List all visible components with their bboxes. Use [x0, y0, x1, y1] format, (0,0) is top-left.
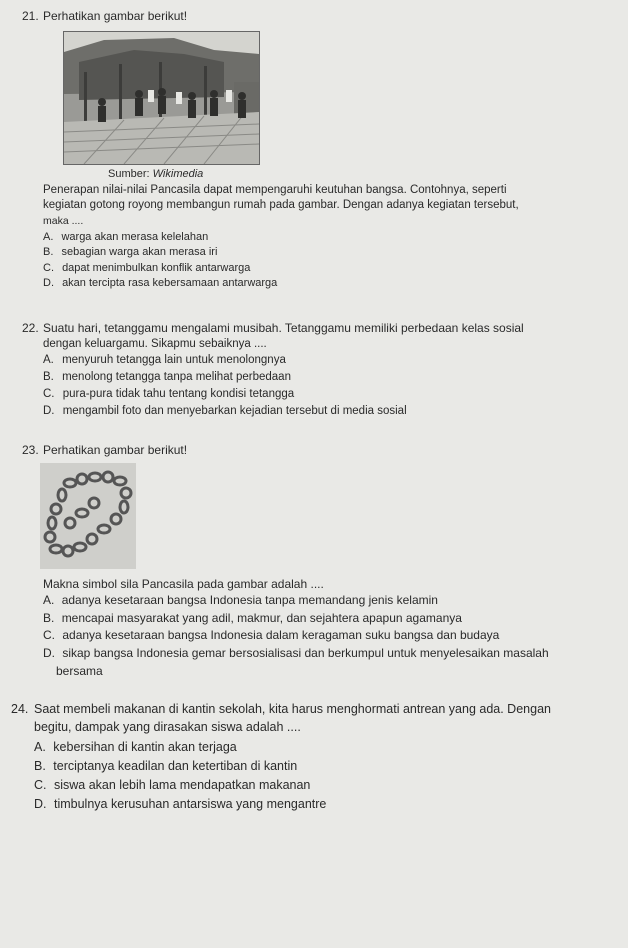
- option-text: siswa akan lebih lama mendapatkan makanan: [53, 778, 311, 792]
- q22-option-a[interactable]: [43, 353, 286, 367]
- option-letter: A.: [43, 231, 54, 243]
- q24-option-a[interactable]: [34, 740, 237, 754]
- option-text: adanya kesetaraan bangsa Indonesia dalam keragaman suku bangsa dan budaya: [62, 628, 500, 642]
- q24-option-d[interactable]: [34, 797, 326, 811]
- q23-option-d-continuation: bersama: [56, 664, 103, 678]
- q21-option-c[interactable]: [43, 261, 250, 275]
- option-letter: D.: [43, 646, 55, 660]
- option-text: menyuruh tetangga lain untuk menolongnya: [62, 354, 286, 366]
- option-text: pura-pura tidak tahu tentang kondisi tetangga: [62, 388, 295, 400]
- option-text: terciptanya keadilan dan ketertiban di kantin: [53, 759, 298, 773]
- option-text: mencapai masyarakat yang adil, makmur, dan sejahtera apapun agamanya: [61, 611, 462, 625]
- q21-image-caption: [108, 168, 203, 180]
- q23-number: 23.: [22, 443, 39, 457]
- option-letter: C.: [34, 778, 47, 792]
- q23-option-b[interactable]: [43, 611, 462, 625]
- option-letter: D.: [34, 797, 47, 811]
- option-letter: D.: [43, 405, 55, 417]
- q23-chain-symbol-image: [40, 463, 136, 569]
- q23-option-c[interactable]: [43, 628, 499, 642]
- caption-prefix: Sumber:: [108, 168, 153, 180]
- q21-option-d[interactable]: [43, 276, 277, 290]
- q24-option-c[interactable]: [34, 778, 310, 792]
- option-letter: C.: [43, 628, 55, 642]
- option-letter: C.: [43, 388, 55, 400]
- caption-source: Wikimedia: [152, 168, 204, 180]
- option-letter: D.: [43, 277, 54, 289]
- q21-option-a[interactable]: [43, 230, 208, 244]
- q24-number: 24.: [11, 702, 29, 716]
- q22-option-c[interactable]: [43, 387, 294, 401]
- q24-text-line: begitu, dampak yang dirasakan siswa adalah ....: [34, 720, 301, 734]
- option-text: warga akan merasa kelelahan: [61, 231, 209, 243]
- q24-option-b[interactable]: [34, 759, 297, 773]
- option-letter: A.: [43, 593, 55, 607]
- option-text: menolong tetangga tanpa melihat perbedaan: [62, 371, 291, 383]
- q22-number: 22.: [22, 321, 39, 335]
- option-text: timbulnya kerusuhan antarsiswa yang mengantre: [53, 797, 327, 811]
- option-text: sebagian warga akan merasa iri: [61, 246, 218, 258]
- q21-option-b[interactable]: [43, 245, 217, 259]
- option-letter: A.: [34, 740, 46, 754]
- option-text: sikap bangsa Indonesia gemar bersosialisasi dan berkumpul untuk menyelesaikan masalah: [62, 646, 549, 660]
- q21-text-line: maka ....: [43, 215, 84, 227]
- q22-option-b[interactable]: [43, 370, 291, 384]
- q22-text-line: dengan keluargamu. Sikapmu sebaiknya ....: [43, 338, 267, 350]
- option-letter: B.: [43, 371, 54, 383]
- q22-option-d[interactable]: [43, 404, 407, 418]
- q23-question: Makna simbol sila Pancasila pada gambar adalah ....: [43, 577, 324, 591]
- option-text: akan tercipta rasa kebersamaan antarwarga: [62, 277, 278, 289]
- q21-number: 21.: [22, 9, 39, 23]
- q21-prompt: Perhatikan gambar berikut!: [43, 9, 188, 23]
- option-text: kebersihan di kantin akan terjaga: [53, 740, 237, 754]
- q21-text-line: kegiatan gotong royong membangun rumah pada gambar. Dengan adanya kegiatan tersebut,: [43, 199, 519, 211]
- q23-prompt: Perhatikan gambar berikut!: [43, 443, 188, 457]
- option-letter: B.: [34, 759, 46, 773]
- option-letter: C.: [43, 262, 54, 274]
- option-text: adanya kesetaraan bangsa Indonesia tanpa memandang jenis kelamin: [61, 593, 438, 607]
- option-text: mengambil foto dan menyebarkan kejadian tersebut di media sosial: [62, 405, 407, 417]
- q22-text-line: Suatu hari, tetanggamu mengalami musibah. Tetanggamu memiliki perbedaan kelas sosial: [43, 321, 524, 335]
- option-letter: B.: [43, 611, 55, 625]
- option-letter: B.: [43, 246, 54, 258]
- option-letter: A.: [43, 354, 54, 366]
- q24-text-line: Saat membeli makanan di kantin sekolah, kita harus menghormati antrean yang ada. Dengan: [34, 702, 551, 716]
- option-text: dapat menimbulkan konflik antarwarga: [62, 262, 251, 274]
- q21-text-line: Penerapan nilai-nilai Pancasila dapat mempengaruhi keutuhan bangsa. Contohnya, seperti: [43, 184, 507, 196]
- q23-option-d[interactable]: [43, 646, 549, 660]
- q21-gotong-royong-photo: [63, 31, 260, 165]
- q23-option-a[interactable]: [43, 593, 438, 607]
